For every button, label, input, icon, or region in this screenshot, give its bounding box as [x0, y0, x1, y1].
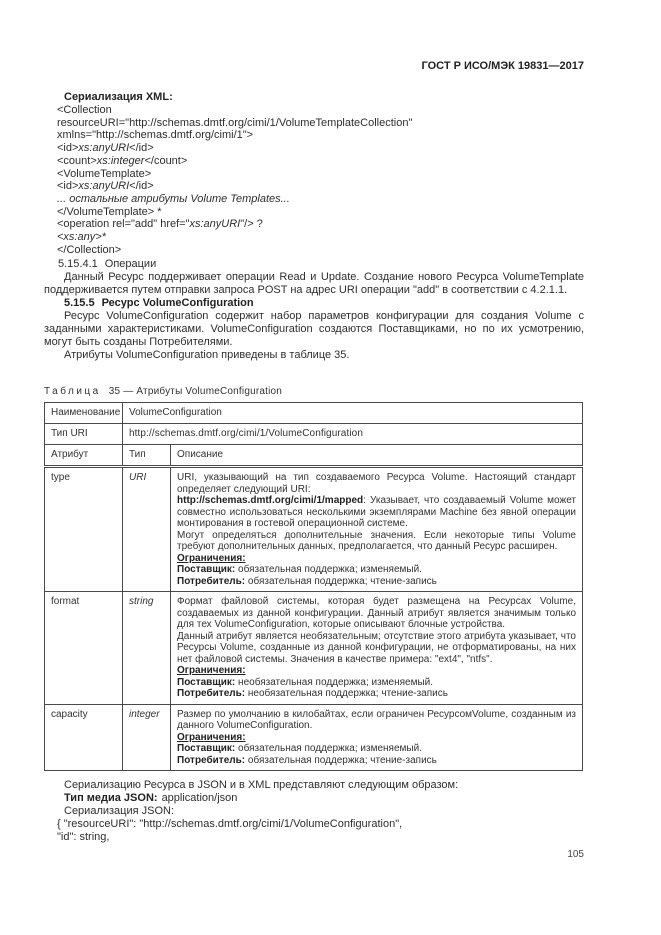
description-paragraph: [177, 631, 576, 666]
xml-code-line: [57, 218, 584, 231]
section-heading-operations: [58, 258, 584, 271]
text-segment: обязательная поддержка; изменяемый.: [235, 743, 422, 755]
text-segment: Потребитель:: [177, 688, 246, 700]
json-serialization-heading: Сериализация JSON:: [64, 805, 175, 818]
table-header-row: [45, 445, 583, 467]
text-segment: </Collection>: [57, 243, 122, 256]
text-segment: <id>: [57, 142, 79, 155]
text-segment: обязательная поддержка; чтение-запись: [245, 754, 437, 766]
text-segment: xmlns="http://schemas.dmtf.org/cimi/1">: [57, 129, 254, 142]
section-title: Ресурс VolumeConfiguration: [101, 297, 254, 310]
xml-code-block: [57, 104, 584, 256]
table-row: [45, 467, 583, 592]
description-paragraph: [177, 677, 576, 689]
paragraph-resource-description: Ресурс VolumeConfiguration содержит набор параметров конфигурации для создания Volume с заданными характеристиками. VolumeConfiguration создаются Поставщиками, но по их усмотрению, могут быть созданы Потребителями.: [44, 310, 584, 349]
description-paragraph: [177, 564, 576, 576]
text-segment: xs:anyURI: [78, 142, 130, 155]
text-segment: </count>: [144, 154, 188, 167]
text-segment: необязательная поддержка; чтение-запись: [245, 688, 448, 700]
text-segment: Ограничения:: [177, 665, 246, 677]
description-paragraph: [177, 472, 576, 495]
text-segment: </VolumeTemplate> *: [57, 205, 162, 218]
text-segment: обязательная поддержка; чтение-запись: [245, 575, 437, 587]
text-segment: Поставщик:: [177, 743, 236, 755]
description-paragraph: [177, 495, 576, 530]
text-segment: Размер по умолчанию в килобайтах, если ограничен РесурсомVolume, созданным из данного VolumeConfiguration.: [177, 708, 576, 732]
meta-label-cell: Наименование: [45, 403, 123, 424]
attribute-cell: capacity: [45, 704, 123, 771]
text-segment: Потребитель:: [177, 754, 246, 766]
column-header-cell: Описание: [171, 445, 583, 467]
page-number: 105: [567, 848, 584, 860]
document-standard-header: ГОСТ Р ИСО/МЭК 19831—2017: [421, 60, 584, 72]
text-segment: <Collection: [57, 104, 112, 116]
type-cell: integer: [123, 704, 171, 771]
description-paragraph: [177, 665, 576, 677]
paragraph-attributes-reference: Атрибуты VolumeConfiguration приведены в таблице 35.: [64, 349, 350, 362]
description-paragraph: [177, 732, 576, 744]
description-paragraph: [177, 743, 576, 755]
description-paragraph: [177, 755, 576, 767]
text-segment: <xs:any>*: [57, 231, 106, 244]
attributes-table: [44, 402, 583, 771]
type-cell: URI: [123, 467, 171, 592]
text-segment: необязательная поддержка; изменяемый.: [235, 676, 434, 688]
media-type-line: [64, 792, 584, 805]
text-segment: <operation rel="add" href=": [57, 218, 190, 231]
description-paragraph: [177, 709, 576, 732]
table-meta-row: [45, 424, 583, 445]
text-segment: xs:anyURI: [189, 218, 241, 231]
meta-label-cell: Тип URI: [45, 424, 123, 445]
text-segment: обязательная поддержка; изменяемый.: [235, 564, 422, 576]
text-segment: Ограничения:: [177, 731, 246, 743]
json-code-line: "id": string,: [57, 831, 110, 844]
json-code-line: { "resourceURI": "http://schemas.dmtf.org/cimi/1/VolumeConfiguration",: [57, 818, 403, 831]
description-paragraph: [177, 596, 576, 631]
section-number: 5.15.4.1: [58, 258, 98, 271]
attribute-cell: format: [45, 592, 123, 705]
xml-code-line: [57, 206, 584, 219]
xml-code-line: [57, 117, 584, 130]
column-header-cell: Атрибут: [45, 445, 123, 467]
table-meta-row: [45, 403, 583, 424]
media-type-value: application/json: [161, 792, 238, 805]
section-number: 5.15.5: [64, 297, 95, 310]
text-segment: Ограничения:: [177, 552, 246, 564]
text-segment: xs:anyURI: [78, 180, 130, 193]
section-heading-resource: [64, 297, 584, 310]
text-segment: Могут определяться дополнительные значения. Если некоторые типы Volume требуют дополнительных данных, предполагается, что данный Ресурс расширен.: [177, 529, 576, 553]
xml-code-line: [57, 180, 584, 193]
description-cell: [171, 592, 583, 705]
column-header-cell: Тип: [123, 445, 171, 467]
xml-serialization-heading: Сериализация XML:: [64, 91, 173, 103]
text-segment: Потребитель:: [177, 575, 246, 587]
type-cell: string: [123, 592, 171, 705]
json-code-block: [57, 818, 584, 843]
text-segment: Поставщик:: [177, 564, 236, 576]
text-segment: <count>: [57, 154, 97, 167]
attribute-cell: type: [45, 467, 123, 592]
xml-code-line: [57, 142, 584, 155]
description-cell: [171, 704, 583, 771]
text-segment: Данный атрибут является необязательным; отсутствие этого атрибута указывает, что Ресурсы Volume, созданные из данной конфигурации, не отформатированы, на них нет файловой системы. Значения в качестве примера: "ext4", "ntfs".: [177, 630, 576, 665]
table-caption-text: 35 — Атрибуты VolumeConfiguration: [108, 386, 283, 398]
table-row: [45, 592, 583, 705]
table-row: [45, 704, 583, 771]
description-paragraph: [177, 553, 576, 565]
text-segment: xs:integer: [96, 154, 145, 167]
xml-code-line: [57, 231, 584, 244]
xml-code-line: [57, 104, 584, 117]
text-segment: http://schemas.dmtf.org/cimi/1/mapped: [177, 495, 364, 507]
paragraph-serialization-intro: Сериализацию Ресурса в JSON и в XML представляют следующим образом:: [64, 779, 459, 792]
paragraph-operations: Данный Ресурс поддерживает операции Read и Update. Создание нового Ресурса VolumeTemplate поддерживается путем отправки запроса POST на адрес URI операции "add" в соответствии с 4.2.1.1.: [44, 271, 584, 297]
description-paragraph: [177, 688, 576, 700]
text-segment: ... остальные атрибуты Volume Templates...: [57, 192, 290, 205]
meta-value-cell: VolumeConfiguration: [123, 403, 583, 424]
xml-code-line: [57, 129, 584, 142]
description-paragraph: [177, 576, 576, 588]
text-segment: "/> ?: [240, 218, 263, 231]
text-segment: </id>: [129, 180, 154, 193]
text-segment: resourceURI="http://schemas.dmtf.org/cimi/1/VolumeTemplateCollection": [57, 116, 413, 129]
xml-code-line: [57, 244, 584, 257]
xml-code-line: [57, 168, 584, 181]
section-title: Операции: [104, 258, 157, 271]
text-segment: : Указывает, что создаваемый Volume может совместно использоваться несколькими экземплярами Machine без явной операции монтирования в гостевой операционной системе.: [177, 495, 576, 530]
text-segment: Формат файловой системы, которая будет размещена на Ресурсах Volume, создаваемых из данной конфигурации. Данный атрибут является значимым только для тех VolumeConfiguration, которые описывают блочные устройства.: [177, 596, 576, 631]
meta-value-cell: http://schemas.dmtf.org/cimi/1/VolumeConfiguration: [123, 424, 583, 445]
xml-code-line: [57, 193, 584, 206]
table-caption-word: Таблица: [44, 386, 101, 398]
media-type-label: Тип медиа JSON:: [64, 792, 158, 805]
text-segment: </id>: [129, 142, 154, 155]
description-paragraph: [177, 530, 576, 553]
xml-code-line: [57, 155, 584, 168]
text-segment: URI, указывающий на тип создаваемого Ресурса Volume. Настоящий стандарт определяет следующий URI:: [177, 472, 576, 495]
table-caption: [44, 386, 584, 398]
text-segment: <id>: [57, 180, 79, 193]
text-segment: <VolumeTemplate>: [57, 167, 152, 180]
text-segment: Поставщик:: [177, 676, 236, 688]
description-cell: [171, 467, 583, 592]
